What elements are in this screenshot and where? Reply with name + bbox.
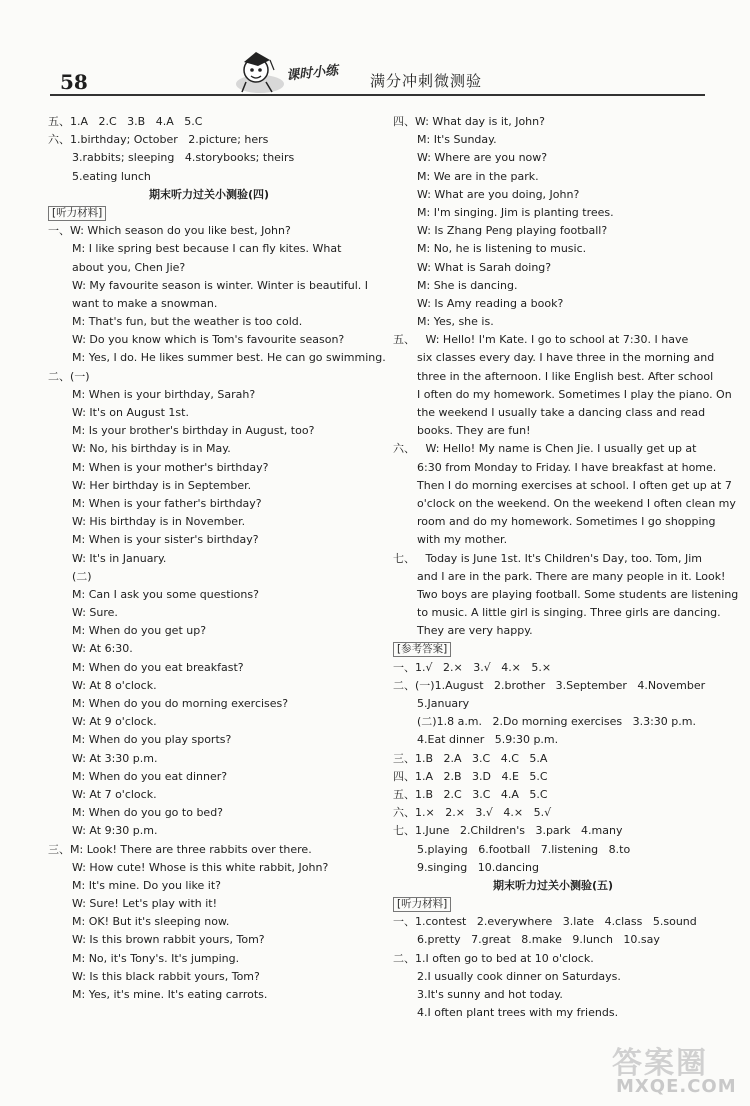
right-text-line: 五、 W: Hello! I'm Kate. I go to school at 7:30. I have — [393, 333, 689, 347]
left-text-line: M: When do you play sports? — [72, 733, 232, 747]
right-text-line: 七、 Today is June 1st. It's Children's Day, too. Tom, Jim — [393, 551, 702, 565]
watermark-url: MXQE.COM — [616, 1076, 737, 1097]
right-text-line: 6:30 from Monday to Friday. I have breakfast at home. — [417, 460, 717, 474]
right-text-line: M: No, he is listening to music. — [417, 242, 587, 256]
left-text-line: W: Sure. — [72, 606, 118, 620]
right-text-line: W: Is Zhang Peng playing football? — [417, 224, 608, 238]
left-text-line: 3.rabbits; sleeping 4.storybooks; theirs — [72, 151, 295, 165]
right-text-line: 2.I usually cook dinner on Saturdays. — [417, 969, 621, 983]
left-text-line: M: When do you get up? — [72, 624, 207, 638]
right-text-line: 四、1.A 2.B 3.D 4.E 5.C — [393, 769, 548, 783]
right-text-line: (二)1.8 a.m. 2.Do morning exercises 3.3:30 p.m. — [417, 715, 696, 729]
page-header — [0, 0, 750, 100]
left-text-line: 三、M: Look! There are three rabbits over there. — [48, 842, 312, 856]
right-text-line: W: What is Sarah doing? — [417, 260, 552, 274]
right-text-line: W: Where are you now? — [417, 151, 548, 165]
left-text-line: M: When do you do morning exercises? — [72, 697, 289, 710]
right-text-line: the weekend I usually take a dancing class and read — [417, 406, 706, 419]
watermark-logo-text: 答案圈 — [612, 1046, 708, 1081]
left-text-line: M: Yes, it's mine. It's eating carrots. — [72, 988, 268, 1001]
left-text-line: 5.eating lunch — [72, 169, 151, 183]
left-text-line: (二) — [72, 569, 92, 583]
right-text-line: o'clock on the weekend. On the weekend I often clean my — [417, 496, 736, 510]
right-text-line: Then I do morning exercises at school. I often get up at 7 — [417, 478, 732, 492]
right-text-line: M: I'm singing. Jim is planting trees. — [417, 205, 614, 219]
left-text-line: M: It's mine. Do you like it? — [72, 878, 221, 892]
page-number: 58 — [60, 70, 88, 94]
watermark — [606, 1038, 738, 1100]
left-text-line: M: Yes, I do. He likes summer best. He can go swimming. — [72, 351, 386, 365]
left-text-line: want to make a snowman. — [72, 296, 218, 310]
right-text-line: 4.Eat dinner 5.9:30 p.m. — [417, 733, 559, 747]
section-label: [听力材料] — [48, 206, 106, 221]
section-label: [听力材料] — [393, 897, 451, 912]
left-text-line: M: I like spring best because I can fly kites. What — [72, 242, 342, 256]
right-text-line: 3.It's sunny and hot today. — [417, 988, 563, 1001]
left-text-line: M: When do you go to bed? — [72, 806, 224, 820]
right-text-line: 5.January — [417, 697, 470, 710]
left-text-line: M: When is your father's birthday? — [72, 496, 262, 510]
logo-lettering: 课时小练 — [285, 63, 339, 84]
left-text-line: M: OK! But it's sleeping now. — [72, 915, 230, 929]
right-text-line: six classes every day. I have three in the morning and — [417, 351, 715, 365]
right-text-line: three in the afternoon. I like English best. After school — [417, 369, 714, 383]
left-text-line: M: When is your sister's birthday? — [72, 533, 259, 547]
right-text-line: 6.pretty 7.great 8.make 9.lunch 10.say — [417, 933, 660, 947]
right-text-line: 二、1.I often go to bed at 10 o'clock. — [393, 951, 594, 965]
right-text-line: 二、(一)1.August 2.brother 3.September 4.November — [393, 678, 706, 692]
left-column — [48, 113, 386, 1004]
left-text-line: W: No, his birthday is in May. — [72, 442, 231, 456]
right-text-line: 六、 W: Hello! My name is Chen Jie. I usually get up at — [393, 442, 697, 456]
right-text-line: 六、1.× 2.× 3.√ 4.× 5.√ — [393, 806, 552, 820]
right-text-line: 一、1.contest 2.everywhere 3.late 4.class 5.sound — [393, 915, 697, 929]
right-text-line: M: Yes, she is. — [417, 315, 494, 329]
left-text-line: 一、W: Which season do you like best, John? — [48, 224, 291, 238]
left-text-line: 二、(一) — [48, 369, 90, 383]
right-text-line: W: Is Amy reading a book? — [417, 296, 564, 310]
right-text-line: to music. A little girl is singing. Three girls are dancing. — [417, 606, 721, 620]
right-text-line: M: She is dancing. — [417, 278, 518, 292]
left-text-line: 六、1.birthday; October 2.picture; hers — [48, 133, 269, 147]
right-text-line: M: We are in the park. — [417, 169, 539, 183]
left-text-line: about you, Chen Jie? — [72, 260, 186, 274]
right-text-line: 三、1.B 2.A 3.C 4.C 5.A — [393, 751, 548, 765]
left-text-line — [48, 204, 370, 222]
right-text-line: 一、1.√ 2.× 3.√ 4.× 5.× — [393, 660, 552, 674]
left-text-line: W: Do you know which is Tom's favourite season? — [72, 333, 345, 347]
right-text-line: M: It's Sunday. — [417, 133, 497, 147]
left-text-line: M: When is your birthday, Sarah? — [72, 387, 256, 401]
left-text-line: W: At 9 o'clock. — [72, 715, 157, 729]
right-text-line: 四、W: What day is it, John? — [393, 115, 545, 128]
right-text-line: books. They are fun! — [417, 424, 531, 438]
left-text-line: W: At 7 o'clock. — [72, 787, 157, 801]
right-text-line: 9.singing 10.dancing — [417, 860, 539, 874]
left-text-line: M: That's fun, but the weather is too cold. — [72, 315, 303, 329]
right-text-line: They are very happy. — [417, 624, 533, 638]
right-text-line: with my mother. — [417, 533, 508, 547]
right-text-line — [393, 640, 713, 658]
header-divider — [50, 94, 705, 96]
left-text-line: W: At 9:30 p.m. — [72, 824, 158, 838]
left-text-line: W: My favourite season is winter. Winter is beautiful. I — [72, 278, 368, 292]
left-text-line: 期末听力过关小测验(四) — [148, 187, 270, 201]
right-text-line: and I are in the park. There are many people in it. Look! — [417, 569, 726, 583]
right-text-line: 期末听力过关小测验(五) — [492, 878, 614, 892]
right-text-line: room and do my homework. Sometimes I go shopping — [417, 515, 716, 529]
left-text-line: M: When do you eat dinner? — [72, 769, 228, 783]
left-text-line: W: How cute! Whose is this white rabbit, John? — [72, 860, 329, 874]
right-text-line: Two boys are playing football. Some students are listening — [417, 587, 739, 601]
left-text-line: W: His birthday is in November. — [72, 515, 246, 529]
right-text-line — [393, 895, 713, 913]
left-text-line: M: No, it's Tony's. It's jumping. — [72, 951, 240, 965]
right-text-line: 七、1.June 2.Children's 3.park 4.many — [393, 824, 623, 838]
right-text-line: 5.playing 6.football 7.listening 8.to — [417, 842, 631, 856]
right-column — [393, 113, 739, 1022]
left-text-line: M: When is your mother's birthday? — [72, 460, 269, 474]
left-text-line: W: At 6:30. — [72, 642, 133, 656]
left-text-line: W: At 3:30 p.m. — [72, 751, 158, 765]
left-text-line: W: Is this black rabbit yours, Tom? — [72, 969, 260, 983]
left-text-line: M: Can I ask you some questions? — [72, 587, 259, 601]
left-text-line: 五、1.A 2.C 3.B 4.A 5.C — [48, 115, 203, 128]
left-text-line: W: Sure! Let's play with it! — [72, 897, 218, 911]
left-text-line: W: It's on August 1st. — [72, 406, 189, 419]
right-text-line: W: What are you doing, John? — [417, 187, 580, 201]
section-label: [参考答案] — [393, 642, 451, 657]
right-text-line: 五、1.B 2.C 3.C 4.A 5.C — [393, 787, 548, 801]
series-title: 满分冲刺微测验 — [370, 72, 483, 90]
left-text-line: W: Is this brown rabbit yours, Tom? — [72, 933, 265, 947]
left-text-line: W: Her birthday is in September. — [72, 478, 252, 492]
left-text-line: W: At 8 o'clock. — [72, 678, 157, 692]
right-text-line: 4.I often plant trees with my friends. — [417, 1006, 619, 1020]
left-text-line: M: When do you eat breakfast? — [72, 660, 244, 674]
left-text-line: M: Is your brother's birthday in August, too? — [72, 424, 315, 438]
right-text-line: I often do my homework. Sometimes I play the piano. On — [417, 387, 732, 401]
left-text-line: W: It's in January. — [72, 551, 167, 565]
